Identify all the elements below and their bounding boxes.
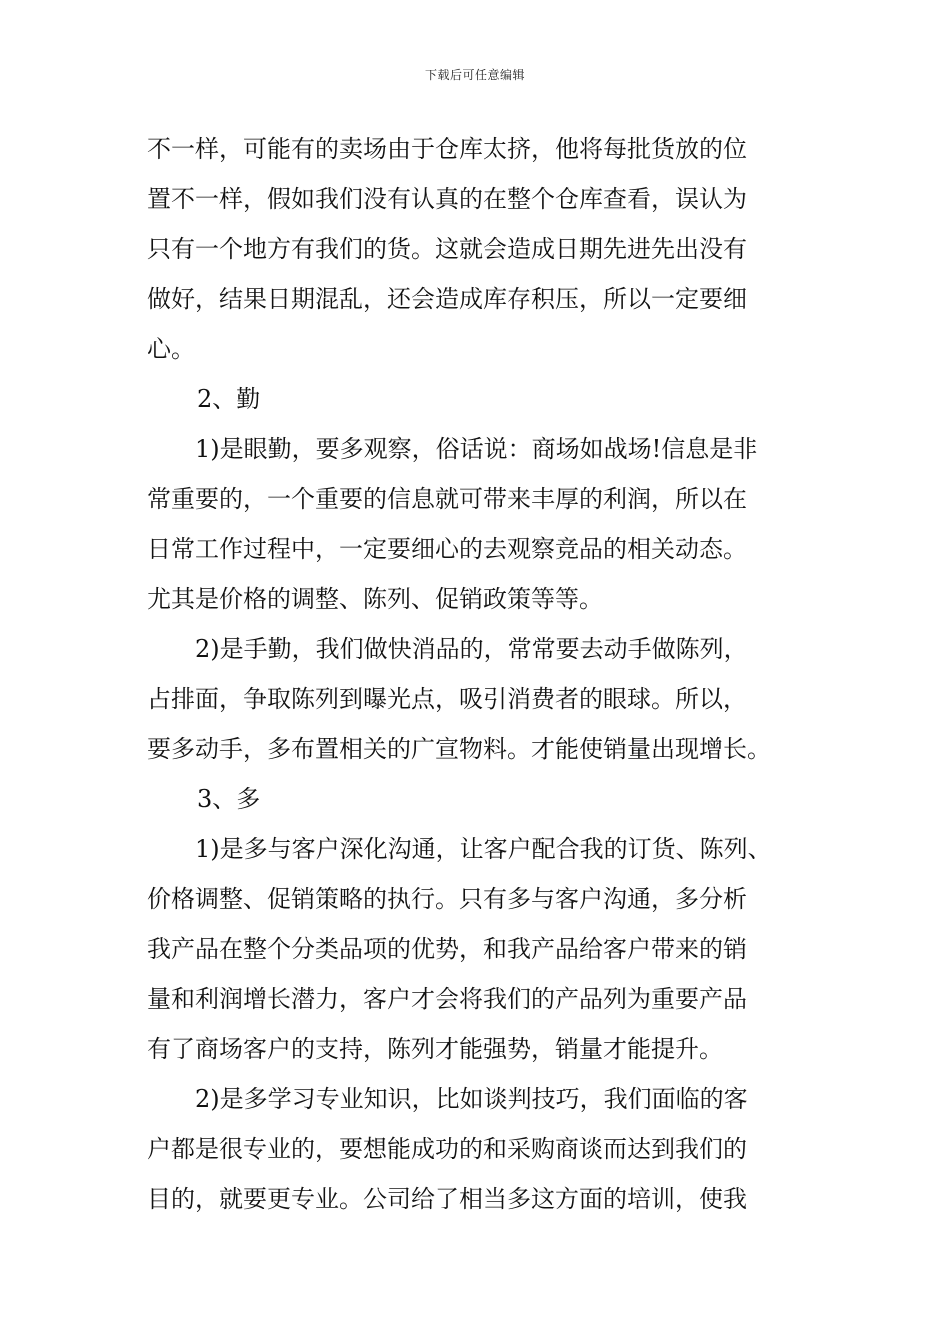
text-line: 做好，结果日期混乱，还会造成库存积压，所以一定要细 [147,285,747,313]
text-line: 要多动手，多布置相关的广宣物料。才能使销量出现增长。 [147,735,771,763]
list-item [147,430,812,630]
text-line: 尤其是价格的调整、陈列、促销政策等等。 [147,585,603,613]
text-line: 只有一个地方有我们的货。这就会造成日期先进先出没有 [147,235,747,263]
text-line: 目的，就要更专业。公司给了相当多这方面的培训，使我 [147,1185,747,1213]
text-line: 有了商场客户的支持，陈列才能强势，销量才能提升。 [147,1035,723,1063]
section-heading [147,780,812,830]
text-line: 不一样，可能有的卖场由于仓库太挤，他将每批货放的位 [147,135,747,163]
text-line: 2)是手勤，我们做快消品的，常常要去动手做陈列， [195,635,748,663]
list-item [147,630,812,780]
text-line: 1)是眼勤，要多观察，俗话说：商场如战场!信息是非 [195,435,758,463]
text-line: 户都是很专业的，要想能成功的和采购商谈而达到我们的 [147,1135,747,1163]
section-heading-text: 3、多 [197,785,261,813]
text-line: 置不一样，假如我们没有认真的在整个仓库查看，误认为 [147,185,747,213]
text-line: 日常工作过程中，一定要细心的去观察竞品的相关动态。 [147,535,747,563]
document-body [147,130,812,1230]
text-line: 2)是多学习专业知识，比如谈判技巧，我们面临的客 [195,1085,748,1113]
section-heading [147,380,812,430]
text-line: 价格调整、促销策略的执行。只有多与客户沟通，多分析 [147,885,747,913]
list-item [147,830,812,1080]
text-line: 心。 [147,335,195,363]
list-item [147,1080,812,1230]
paragraph [147,130,812,380]
text-line: 占排面，争取陈列到曝光点，吸引消费者的眼球。所以， [147,685,747,713]
page-header: 下载后可任意编辑 [424,68,525,82]
text-line: 常重要的，一个重要的信息就可带来丰厚的利润，所以在 [147,485,747,513]
text-line: 我产品在整个分类品项的优势，和我产品给客户带来的销 [147,935,747,963]
text-line: 1)是多与客户深化沟通，让客户配合我的订货、陈列、 [195,835,772,863]
section-heading-text: 2、勤 [197,385,261,413]
text-line: 量和利润增长潜力，客户才会将我们的产品列为重要产品 [147,985,747,1013]
